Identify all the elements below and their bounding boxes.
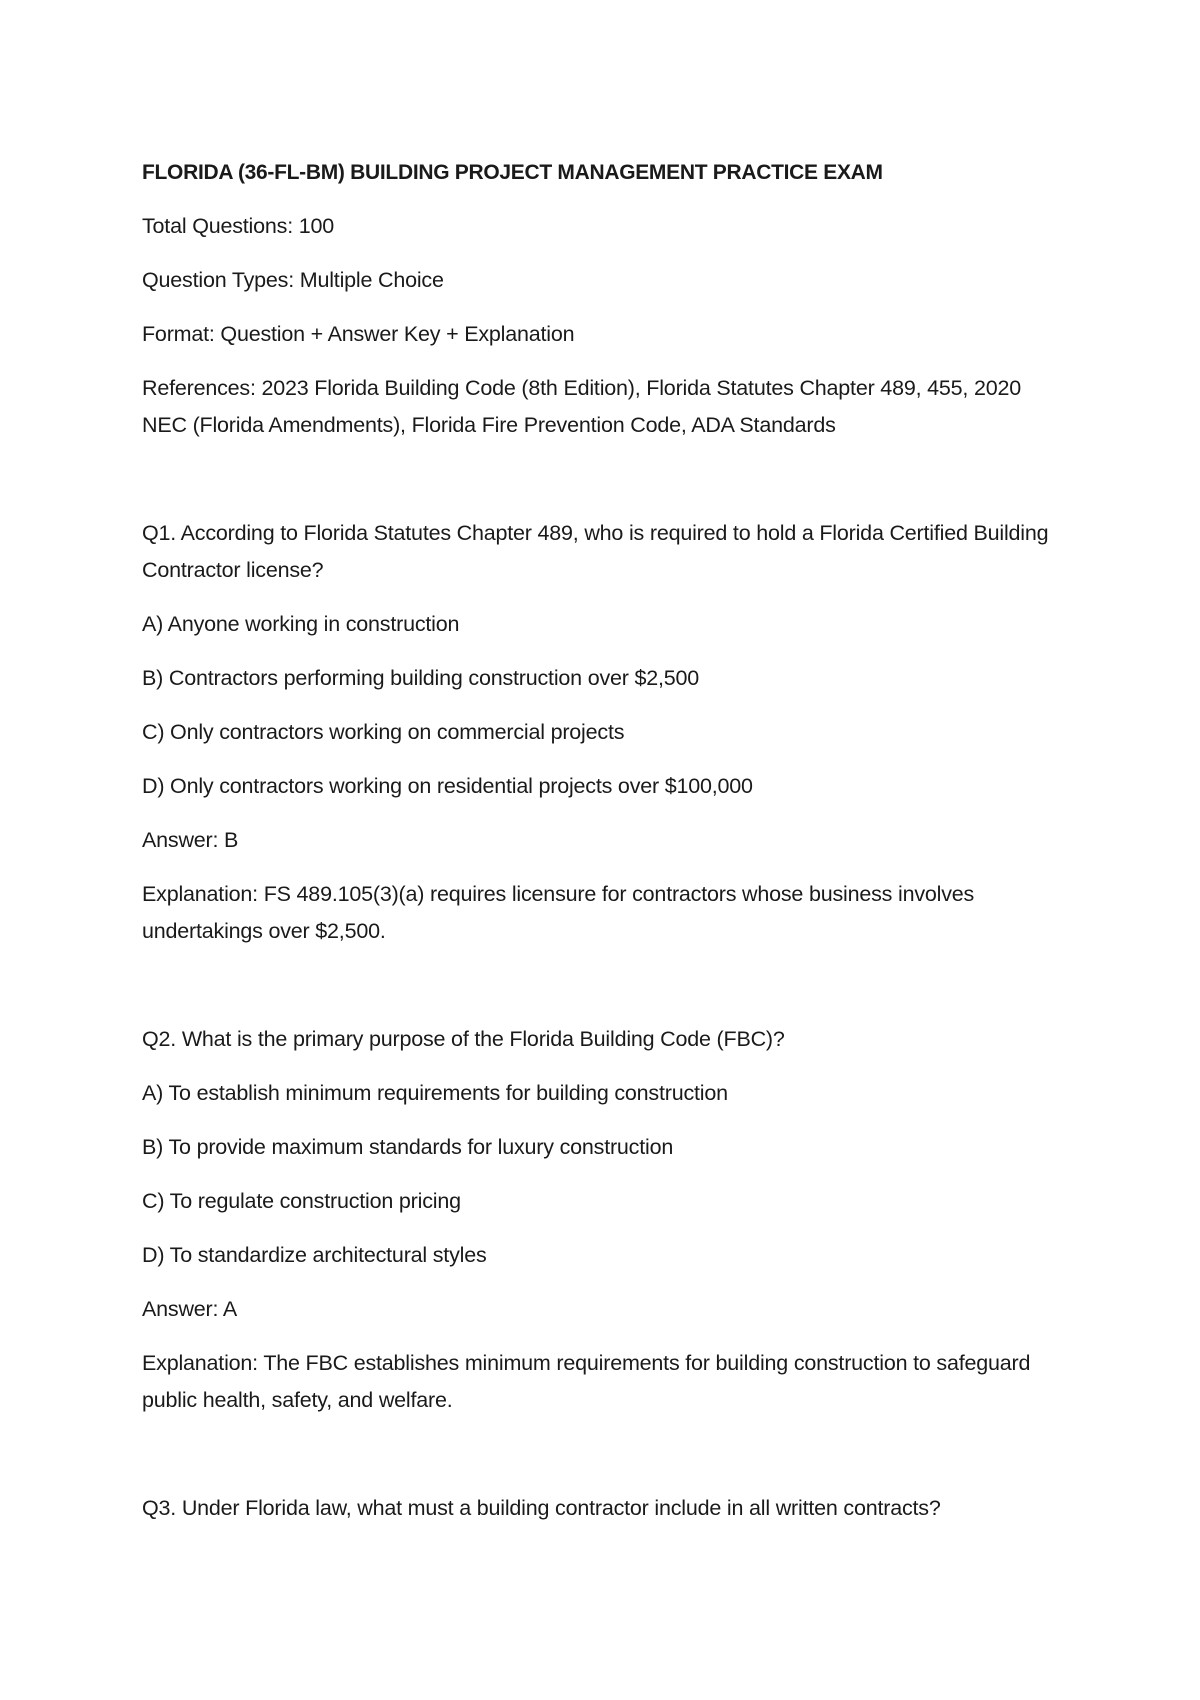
format-line: Format: Question + Answer Key + Explanation [142,322,575,346]
question-block-1 [142,515,1062,950]
answer: Answer: B [142,828,239,852]
answer: Answer: A [142,1297,237,1321]
option-d: D) Only contractors working on residential projects over $100,000 [142,774,753,798]
document-title: FLORIDA (36-FL-BM) BUILDING PROJECT MANAGEMENT PRACTICE EXAM [142,161,883,184]
option-b: B) To provide maximum standards for luxury construction [142,1135,674,1159]
document-page [142,154,1062,1527]
total-questions: Total Questions: 100 [142,214,335,238]
question-text: Q2. What is the primary purpose of the Florida Building Code (FBC)? [142,1027,785,1051]
option-a: A) To establish minimum requirements for building construction [142,1081,728,1105]
question-block-3 [142,1490,1062,1527]
option-c: C) To regulate construction pricing [142,1189,461,1213]
option-d: D) To standardize architectural styles [142,1243,487,1267]
question-text: Q3. Under Florida law, what must a building contractor include in all written contracts? [142,1496,941,1520]
explanation: Explanation: FS 489.105(3)(a) requires licensure for contractors whose business involves undertakings over $2,500. [142,882,975,943]
question-block-2 [142,1021,1062,1419]
option-a: A) Anyone working in construction [142,612,460,636]
question-types: Question Types: Multiple Choice [142,268,444,292]
option-c: C) Only contractors working on commercial projects [142,720,625,744]
option-b: B) Contractors performing building construction over $2,500 [142,666,700,690]
explanation: Explanation: The FBC establishes minimum requirements for building construction to safeguard public health, safety, and welfare. [142,1351,1031,1412]
references: References: 2023 Florida Building Code (8th Edition), Florida Statutes Chapter 489, 455, 2020 NEC (Florida Amendments), Florida Fire Prevention Code, ADA Standards [142,376,1021,437]
question-text: Q1. According to Florida Statutes Chapter 489, who is required to hold a Florida Certified Building Contractor license? [142,521,1049,582]
